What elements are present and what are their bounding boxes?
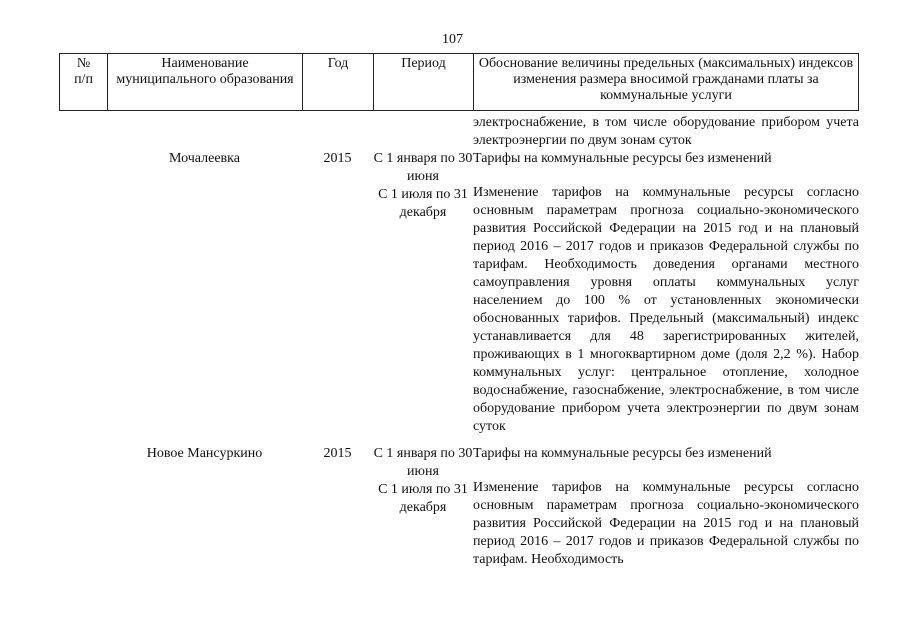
year-cell: 2015 bbox=[323, 151, 352, 166]
header-year: Год bbox=[303, 54, 374, 110]
basis-text-second: Изменение тарифов на коммунальные ресурсы согласно основным параметрам прогноза социально-экономического развития Российской Федерации на 2015 год и на плановый период 2016 – 2017 годов и приказов Федеральной службы по тарифам. Необходимость доведения органами местного самоуправления уровня оплаты коммунальных услуг населением до 100 % от установленных экономически обоснованных тарифов. Предельный (максимальный) индекс устанавливается для 48 зарегистрированных жителей, проживающих в 1 многоквартирном доме (доля 2,2 %). Набор коммунальных услуг: центральное отопление, холодное водоснабжение, газоснабжение, электроснабжение, в том числе оборудование прибором учета электроэнергии по двум зонам суток bbox=[473, 185, 859, 434]
period-second-half: С 1 июля по 31 декабря bbox=[378, 482, 468, 515]
header-name: Наименование муниципального образования bbox=[108, 54, 303, 110]
basis-text-second: Изменение тарифов на коммунальные ресурсы согласно основным параметрам прогноза социально-экономического развития Российской Федерации на 2015 год и на плановый период 2016 – 2017 годов и приказов Федеральной службы по тарифам. Необходимость bbox=[473, 480, 859, 567]
header-period: Период bbox=[374, 54, 474, 110]
header-num: № п/п bbox=[60, 54, 108, 110]
continued-text: электроснабжение, в том числе оборудование прибором учета электроэнергии по двум зонам суток bbox=[473, 115, 859, 148]
period-second-half: С 1 июля по 31 декабря bbox=[378, 187, 468, 220]
header-basis: Обоснование величины предельных (максимальных) индексов изменения размера вносимой гражданами платы за коммунальные услуги bbox=[478, 56, 854, 103]
period-cell bbox=[373, 150, 473, 222]
page-number: 107 bbox=[442, 32, 463, 47]
period-first-half: С 1 января по 30 июня bbox=[373, 446, 473, 479]
period-cell bbox=[373, 445, 473, 517]
basis-text-first: Тарифы на коммунальные ресурсы без изменений bbox=[473, 446, 772, 461]
period-first-half: С 1 января по 30 июня bbox=[373, 151, 473, 184]
table-header bbox=[59, 53, 859, 111]
municipality-name: Новое Мансуркино bbox=[146, 446, 263, 461]
year-cell: 2015 bbox=[323, 446, 352, 461]
basis-cell bbox=[473, 445, 859, 569]
basis-text-first: Тарифы на коммунальные ресурсы без изменений bbox=[473, 151, 772, 166]
basis-cell bbox=[473, 150, 859, 436]
municipality-name: Мочалеевка bbox=[169, 151, 240, 166]
